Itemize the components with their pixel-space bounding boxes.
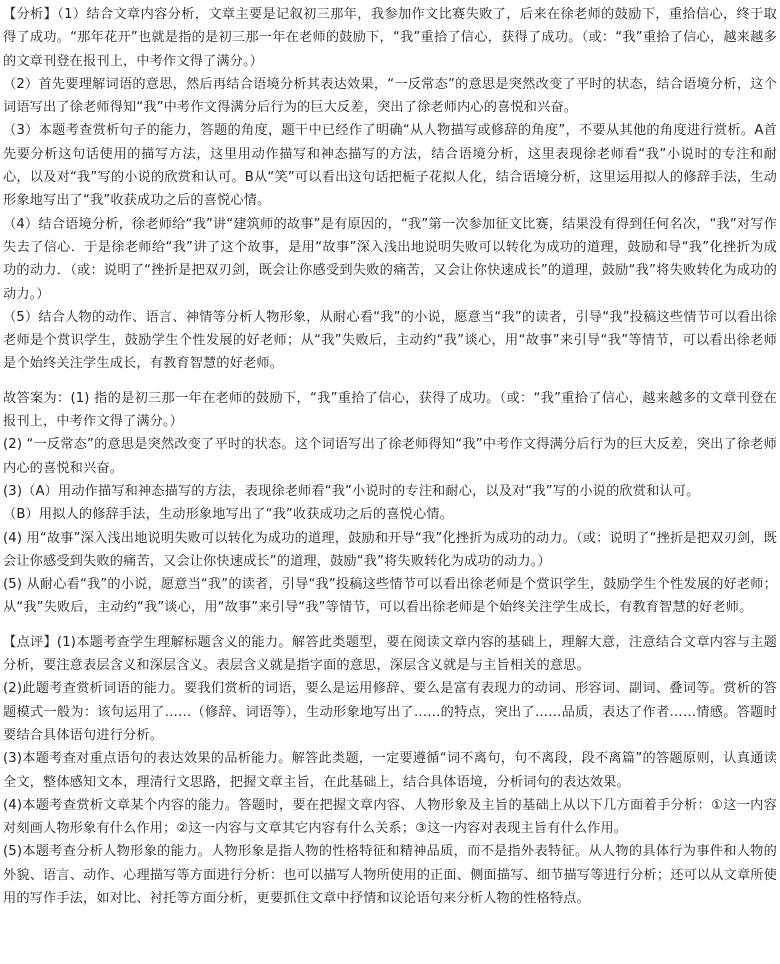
analysis-paragraph-2: （2）首先要理解词语的意思，然后再结合语境分析其表达效果，“一反常态”的意思是突然改变了平时的状态，结合语境分析，这个词语写出了徐老师得知“我”中考作文得满分后行为的巨大反差，突出了徐老师内心的喜悦和兴奋。 [3,76,777,116]
comment-section [3,631,777,911]
analysis-paragraph-3: （3）本题考查赏析句子的能力，答题的角度，题干中已经作了明确“从人物描写或修辞的角度”，不要从其他的角度进行赏析。A首先要分析这句话使用的描写方法，这里用动作描写和神态描写的方法，结合语境分析，这里表现徐老师看“我”小说时的专注和耐心，以及对“我”写的小说的欣赏和认可。B从“笑”可以看出这句话把栀子花拟人化，结合语境分析，这里运用拟人的修辞手法，生动形象地写出了“我”收获成功之后的喜悦心情。 [3,123,777,209]
analysis-paragraph-1: 【分析】（1）结合文章内容分析，文章主要是记叙初三那年，我参加作文比赛失败了，后来在徐老师的鼓励下，重拾信心，终于取得了成功。“那年花开”也就是指的是初三那一年在老师的鼓励下，“我”重拾了信心，获得了成功。（或：“我”重拾了信心，越来越多的文章刊登在报刊上，中考作文得了满分。） [3,7,777,69]
comment-paragraph-1: 【点评】(1)本题考查学生理解标题含义的能力。解答此类题型，要在阅读文章内容的基础上，理解大意，注意结合文章内容与主题分析，要注意表层含义和深层含义。表层含义就是指字面的意思，深层含义就是与主旨相关的意思。 [3,634,777,674]
comment-paragraph-5: (5)本题考查分析人物形象的能力。人物形象是指人物的性格特征和精神品质，而不是指外表特征。从人物的具体行为事件和人物的外貌、语言、动作、心理描写等方面进行分析：也可以描写人物所使用的正面、侧面描写、细节描写等进行分析；还可以从文章所使用的写作手法，如对比、衬托等方面分析，更要抓住文章中抒情和议论语句来分析人物的性格特点。 [3,844,777,906]
analysis-section [3,3,777,376]
answer-paragraph-2: (2) “一反常态”的意思是突然改变了平时的状态。这个词语写出了徐老师得知“我”中考作文得满分后行为的巨大反差，突出了徐老师内心的喜悦和兴奋。 [3,437,777,476]
comment-paragraph-2: (2)此题考查赏析词语的能力。要我们赏析的词语，要么是运用修辞、要么是富有表现力的动词、形容词、副词、叠词等。赏析的答题模式一般为：该句运用了……（修辞、词语等），生动形象地写出了……的特点，突出了……品质，表达了作者……情感。答题时要结合具体语句进行分析。 [3,681,777,743]
answer-section [3,387,777,620]
answer-paragraph-3a: (3)（A）用动作描写和神态描写的方法，表现徐老师看“我”小说时的专注和耐心，以及对“我”写的小说的欣赏和认可。 [3,483,700,499]
comment-paragraph-4: (4)本题考查赏析文章某个内容的能力。答题时，要在把握文章内容、人物形象及主旨的基础上从以下几方面着手分析：①这一内容对刻画人物形象有什么作用；②这一内容与文章其它内容有什么关系；③这一内容对表现主旨有什么作用。 [3,797,777,837]
answer-paragraph-5: (5) 从耐心看“我”的小说，愿意当“我”的读者，引导“我”投稿这些情节可以看出徐老师是个赏识学生，鼓励学生个性发展的好老师；从“我”失败后，主动约“我”谈心，用“故事”来引导“我”等情节，可以看出徐老师是个始终关注学生成长，有教育智慧的好老师。 [3,577,777,616]
answer-paragraph-1: 故答案为：(1) 指的是初三那一年在老师的鼓励下，“我”重拾了信心，获得了成功。（或：“我”重拾了信心，越来越多的文章刊登在报刊上，中考作文得了满分。） [3,390,777,430]
comment-paragraph-3: (3)本题考查对重点语句的表达效果的品析能力。解答此类题，一定要遵循“词不离句，句不离段，段不离篇”的答题原则，认真通读全文，整体感知文本，理清行文思路，把握文章主旨，在此基础上，结合具体语境，分析词句的表达效果。 [3,751,777,790]
analysis-paragraph-5: （5）结合人物的动作、语言、神情等分析人物形象，从耐心看“我”的小说，愿意当“我”的读者，引导“我”投稿这些情节可以看出徐老师是个赏识学生，鼓励学生个性发展的好老师；从“我”失败后，主动约“我”谈心，用“故事”来引导“我”等情节，可以看出徐老师是个始终关注学生成长，有教育智慧的好老师。 [3,309,777,372]
answer-paragraph-4: (4) 用“故事”深入浅出地说明失败可以转化为成功的道理，鼓励和开导“我”化挫折为成功的动力。（或：说明了“挫折是把双刃剑，既会让你感受到失败的痛苦，又会让你快速成长”的道理，鼓励“我”将失败转化为成功的动力。） [3,530,777,569]
answer-paragraph-3b: （B）用拟人的修辞手法，生动形象地写出了“我”收获成功之后的喜悦心情。 [3,507,453,523]
analysis-paragraph-4: （4）结合语境分析，徐老师给“我”讲“建筑师的故事”是有原因的，“我”第一次参加征文比赛，结果没有得到任何名次，“我”对写作失去了信心．于是徐老师给“我”讲了这个故事，是用“故事”深入浅出地说明失败可以转化为成功的道理，鼓励和导“我”化挫折为成功的动力．（或：说明了“挫折是把双刃剑，既会让你感受到失败的痛苦，又会让你快速成长”的道理，鼓励“我”将失败转化为成功的动力。） [3,216,777,302]
